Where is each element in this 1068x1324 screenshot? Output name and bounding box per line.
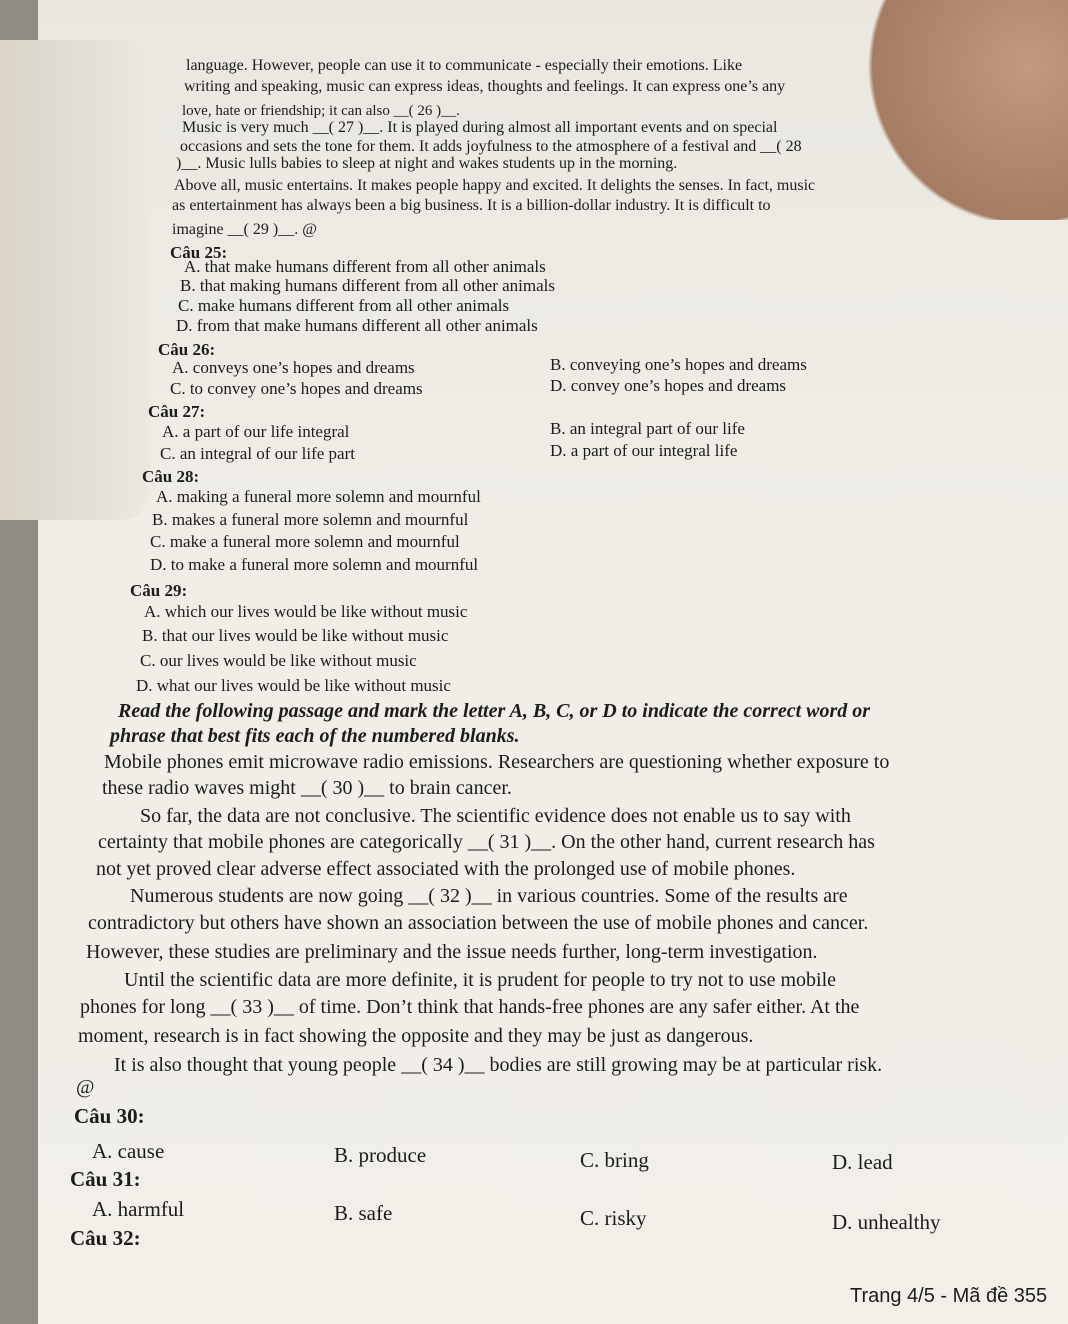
passage-line: as entertainment has always been a big business. It is a billion-dollar industry. It is difficult to (172, 197, 771, 214)
option-d[interactable]: D. convey one’s hopes and dreams (550, 376, 787, 395)
question-label: Câu 29: (130, 581, 188, 600)
option-a[interactable]: A. that make humans different from all other animals (184, 257, 546, 276)
passage-line: Above all, music entertains. It makes people happy and excited. It delights the senses. In fact, music (174, 177, 816, 194)
option-a[interactable]: A. cause (92, 1139, 165, 1163)
question-label: Câu 30: (74, 1104, 145, 1128)
passage-line: So far, the data are not conclusive. The scientific evidence does not enable us to say with (140, 805, 851, 827)
question-label: Câu 32: (70, 1226, 141, 1250)
passage-line: )__. Music lulls babies to sleep at night and wakes students up in the morning. (176, 155, 678, 172)
passage-line: not yet proved clear adverse effect associated with the prolonged use of mobile phones. (96, 858, 796, 880)
question-label: Câu 31: (70, 1167, 141, 1191)
option-d[interactable]: D. unhealthy (832, 1210, 941, 1234)
passage-line: moment, research is in fact showing the opposite and they may be just as dangerous. (78, 1025, 754, 1047)
option-a[interactable]: A. making a funeral more solemn and mournful (156, 487, 481, 506)
passage-line: love, hate or friendship; it can also __( 26 )__. (182, 103, 460, 119)
passage-line: Numerous students are now going __( 32 )__ in various countries. Some of the results are (130, 885, 848, 907)
question-label: Câu 28: (142, 467, 200, 486)
option-b[interactable]: B. an integral part of our life (550, 419, 745, 438)
option-d[interactable]: D. from that make humans different all other animals (176, 316, 538, 335)
finger (868, 0, 1068, 220)
passage-line: language. However, people can use it to communicate - especially their emotions. Like (186, 57, 743, 74)
option-a[interactable]: A. which our lives would be like without music (144, 602, 468, 621)
passage-line: contradictory but others have shown an association between the use of mobile phones and cancer. (88, 912, 869, 934)
instruction-line: Read the following passage and mark the letter A, B, C, or D to indicate the correct word or (118, 700, 871, 722)
option-c[interactable]: C. risky (580, 1206, 647, 1230)
option-c[interactable]: C. make a funeral more solemn and mournful (150, 532, 460, 551)
question-label: Câu 25: (170, 243, 228, 262)
option-b[interactable]: B. makes a funeral more solemn and mournful (152, 510, 469, 529)
passage-line: Until the scientific data are more definite, it is prudent for people to try not to use mobile (124, 969, 837, 991)
option-d[interactable]: D. to make a funeral more solemn and mournful (150, 555, 479, 574)
option-c[interactable]: C. make humans different from all other animals (178, 296, 510, 315)
instruction-line: phrase that best fits each of the numbered blanks. (110, 725, 520, 747)
background-object (0, 40, 150, 520)
option-a[interactable]: A. harmful (92, 1197, 185, 1221)
passage-line: imagine __( 29 )__. @ (172, 221, 317, 238)
question-label: Câu 26: (158, 340, 216, 359)
passage-line: these radio waves might __( 30 )__ to brain cancer. (102, 777, 512, 799)
option-d[interactable]: D. what our lives would be like without music (136, 676, 451, 695)
passage-line: It is also thought that young people __( 34 )__ bodies are still growing may be at particular risk. (114, 1054, 883, 1076)
option-b[interactable]: B. safe (334, 1201, 393, 1225)
option-d[interactable]: D. a part of our integral life (550, 441, 738, 460)
option-a[interactable]: A. conveys one’s hopes and dreams (172, 358, 415, 377)
passage-line: Mobile phones emit microwave radio emissions. Researchers are questioning whether exposure to (104, 751, 890, 773)
passage-line: However, these studies are preliminary and the issue needs further, long-term investigation. (86, 941, 818, 963)
passage-line: writing and speaking, music can express ideas, thoughts and feelings. It can express one’s any (184, 78, 786, 95)
option-a[interactable]: A. a part of our life integral (162, 422, 350, 441)
option-b[interactable]: B. that our lives would be like without music (142, 626, 449, 645)
option-c[interactable]: C. bring (580, 1148, 649, 1172)
passage-line: certainty that mobile phones are categorically __( 31 )__. On the other hand, current research has (98, 831, 875, 853)
question-label: Câu 27: (148, 402, 206, 421)
option-c[interactable]: C. to convey one’s hopes and dreams (170, 379, 423, 398)
option-b[interactable]: B. produce (334, 1143, 427, 1167)
option-c[interactable]: C. our lives would be like without music (140, 651, 417, 670)
passage-line: @ (76, 1076, 95, 1098)
option-b[interactable]: B. that making humans different from all other animals (180, 276, 556, 295)
option-d[interactable]: D. lead (832, 1150, 893, 1174)
page-footer: Trang 4/5 - Mã đề 355 (850, 1285, 1048, 1307)
option-c[interactable]: C. an integral of our life part (160, 444, 355, 463)
option-b[interactable]: B. conveying one’s hopes and dreams (550, 355, 807, 374)
passage-line: phones for long __( 33 )__ of time. Don’t think that hands-free phones are any safer either. At the (80, 996, 860, 1018)
passage-line: occasions and sets the tone for them. It adds joyfulness to the atmosphere of a festival and __( 28 (180, 138, 802, 155)
passage-line: Music is very much __( 27 )__. It is played during almost all important events and on special (182, 119, 778, 136)
